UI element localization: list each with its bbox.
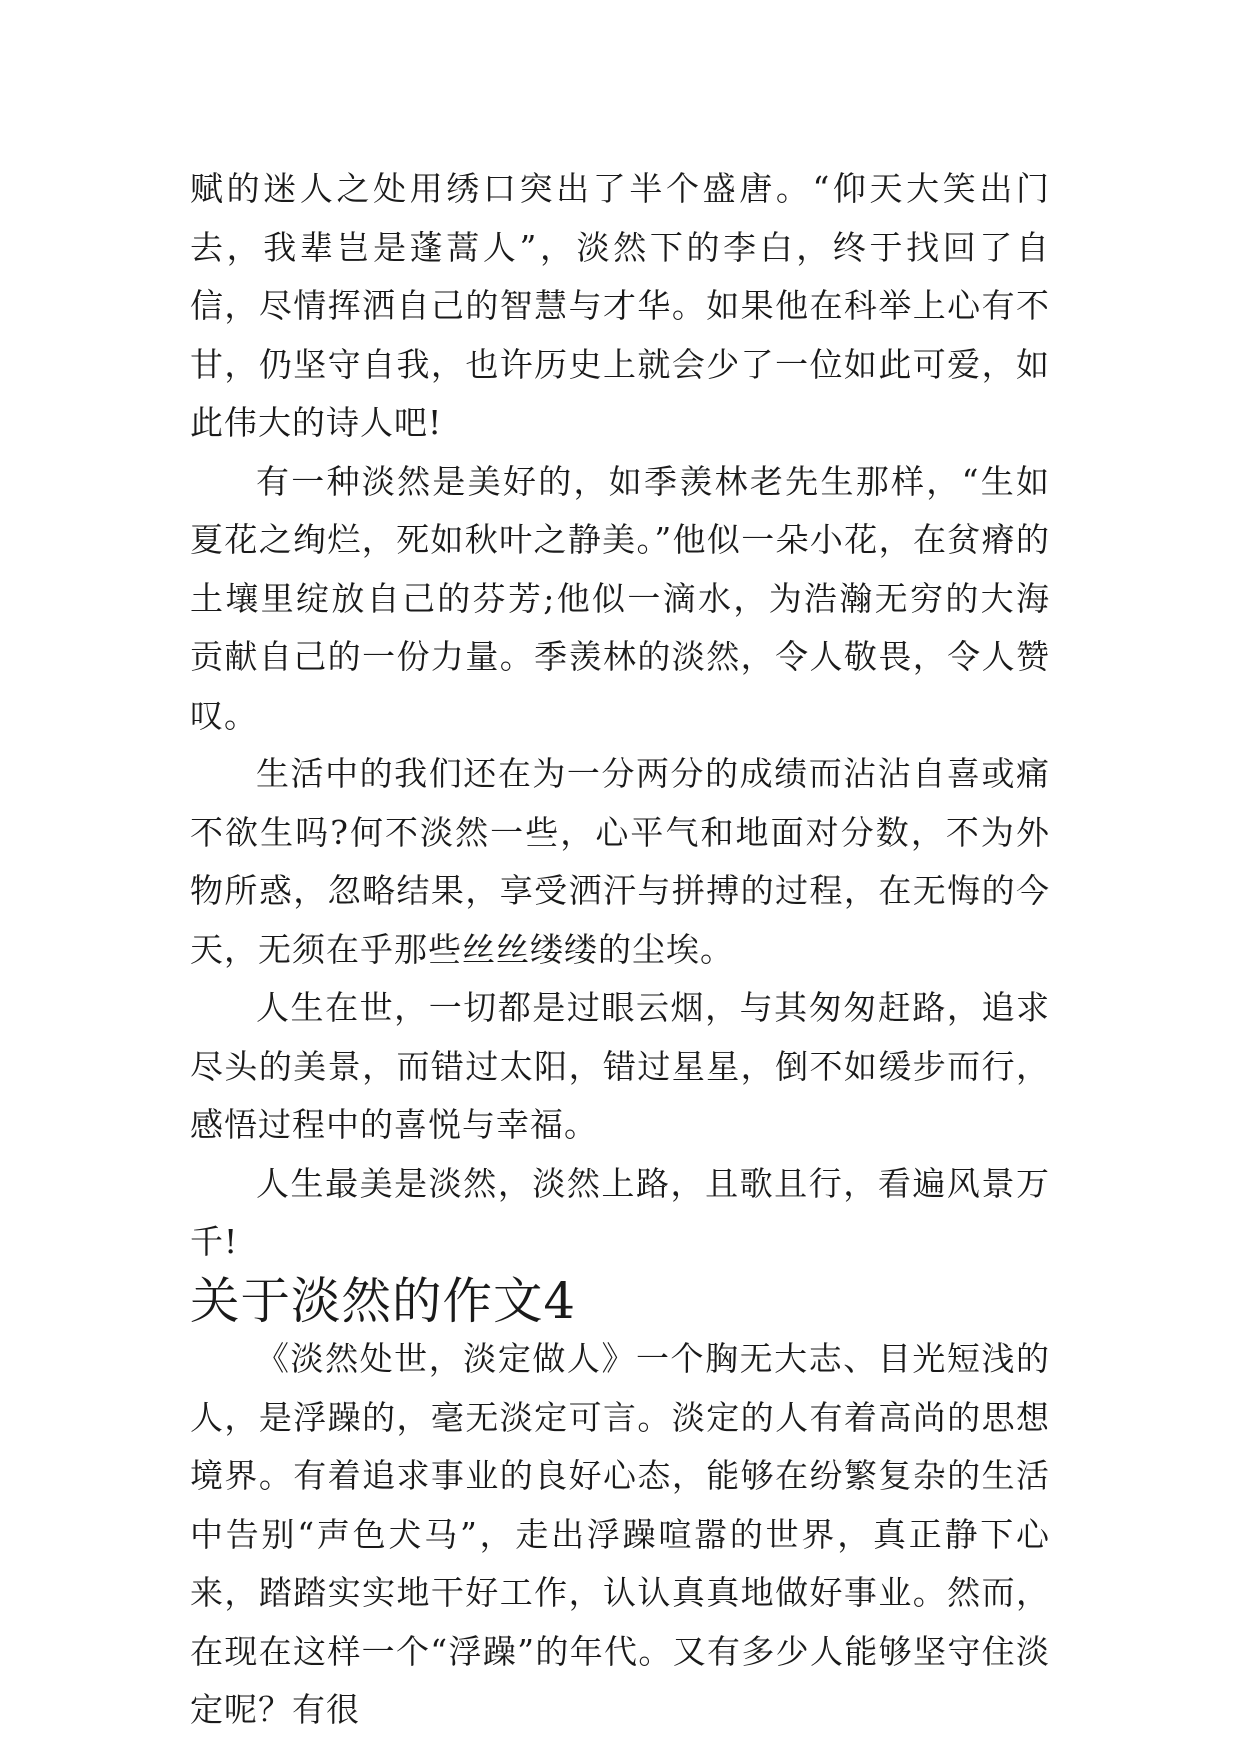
paragraph-li-bai: 赋的迷人之处用绣口突出了半个盛唐。“仰天大笑出门去，我辈岂是蓬蒿人”，淡然下的李白，终于找回了自信，尽情挥洒自己的智慧与才华。如果他在科举上心有不甘，仍坚守自我，也许历史上就会少了一位如此可爱，如此伟大的诗人吧! bbox=[190, 169, 1050, 442]
paragraph-ji-xianlin: 有一种淡然是美好的，如季羡林老先生那样，“生如夏花之绚烂，死如秋叶之静美。”他似一朵小花，在贫瘠的土壤里绽放自己的芬芳;他似一滴水，为浩瀚无穷的大海贡献自己的一份力量。季羡林的淡然，令人敬畏，令人赞叹。 bbox=[190, 461, 1050, 735]
essay-heading: 关于淡然的作文4 bbox=[190, 1271, 576, 1330]
document-body bbox=[190, 160, 1050, 1740]
paragraph-conclusion: 人生最美是淡然，淡然上路，且歌且行，看遍风景万千! bbox=[190, 1163, 1050, 1261]
paragraph-life-journey: 人生在世，一切都是过眼云烟，与其匆匆赶路，追求尽头的美景，而错过太阳，错过星星，倒不如缓步而行，感悟过程中的喜悦与幸福。 bbox=[190, 988, 1050, 1144]
paragraph-scores: 生活中的我们还在为一分两分的成绩而沾沾自喜或痛不欲生吗?何不淡然一些，心平气和地面对分数，不为外物所惑，忽略结果，享受洒汗与拼搏的过程，在无悔的今天，无须在乎那些丝丝缕缕的尘埃。 bbox=[190, 754, 1050, 969]
paragraph-essay-4-intro: 《淡然处世，淡定做人》一个胸无大志、目光短浅的人，是浮躁的，毫无淡定可言。淡定的人有着高尚的思想境界。有着追求事业的良好心态，能够在纷繁复杂的生活中告别“声色犬马”，走出浮躁喧嚣的世界，真正静下心来，踏踏实实地干好工作，认认真真地做好事业。然而，在现在这样一个“浮躁”的年代。又有多少人能够坚守住淡定呢？有很 bbox=[190, 1339, 1050, 1729]
